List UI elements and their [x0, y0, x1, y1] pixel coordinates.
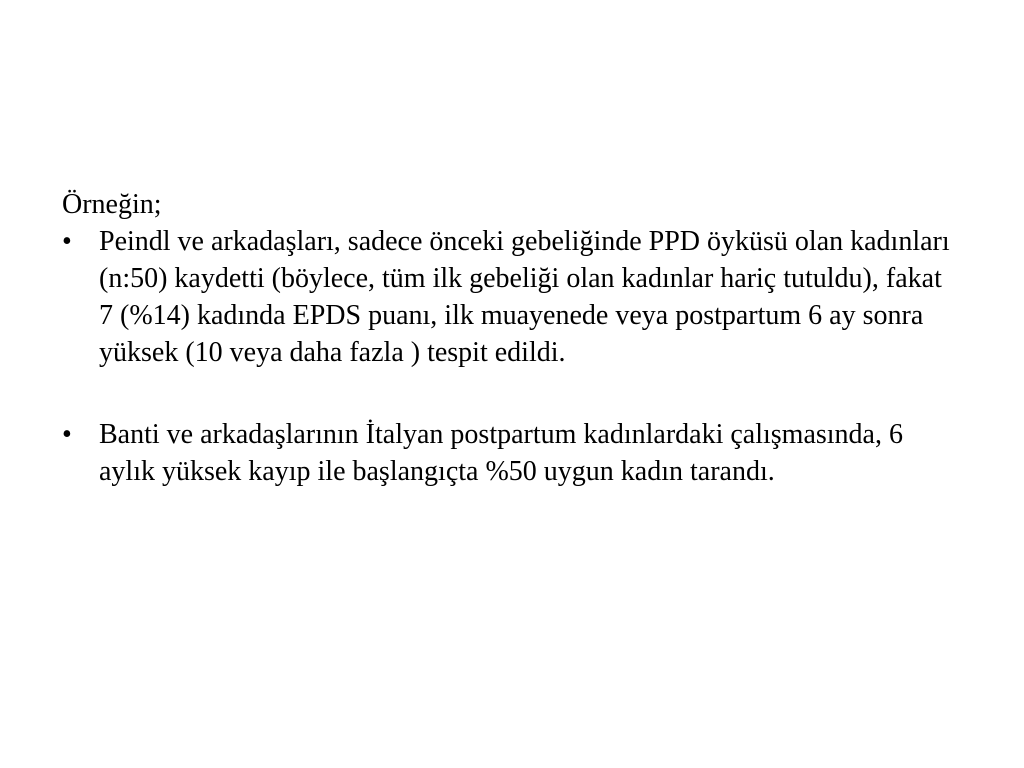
bullet-icon: • [62, 419, 72, 450]
bullet-item [62, 223, 962, 371]
bullet-text: Banti ve arkadaşlarının İtalyan postpartum kadınlardaki çalışmasında, 6 aylık yüksek kayıp ile başlangıçta %50 uygun kadın tarandı. [99, 419, 903, 487]
intro-text: Örneğin; [62, 189, 162, 220]
bullet-icon: • [62, 226, 72, 257]
bullet-text: Peindl ve arkadaşları, sadece önceki gebeliğinde PPD öyküsü olan kadınları (n:50) kaydetti (böylece, tüm ilk gebeliği olan kadınlar hariç tutuldu), fakat 7 (%14) kadında EPDS puanı, ilk muayenede veya postpartum 6 ay sonra yüksek (10 veya daha fazla ) tespit edildi. [99, 226, 950, 368]
slide-body [62, 186, 962, 490]
bullet-item [62, 416, 962, 490]
bullet-list [62, 223, 962, 490]
